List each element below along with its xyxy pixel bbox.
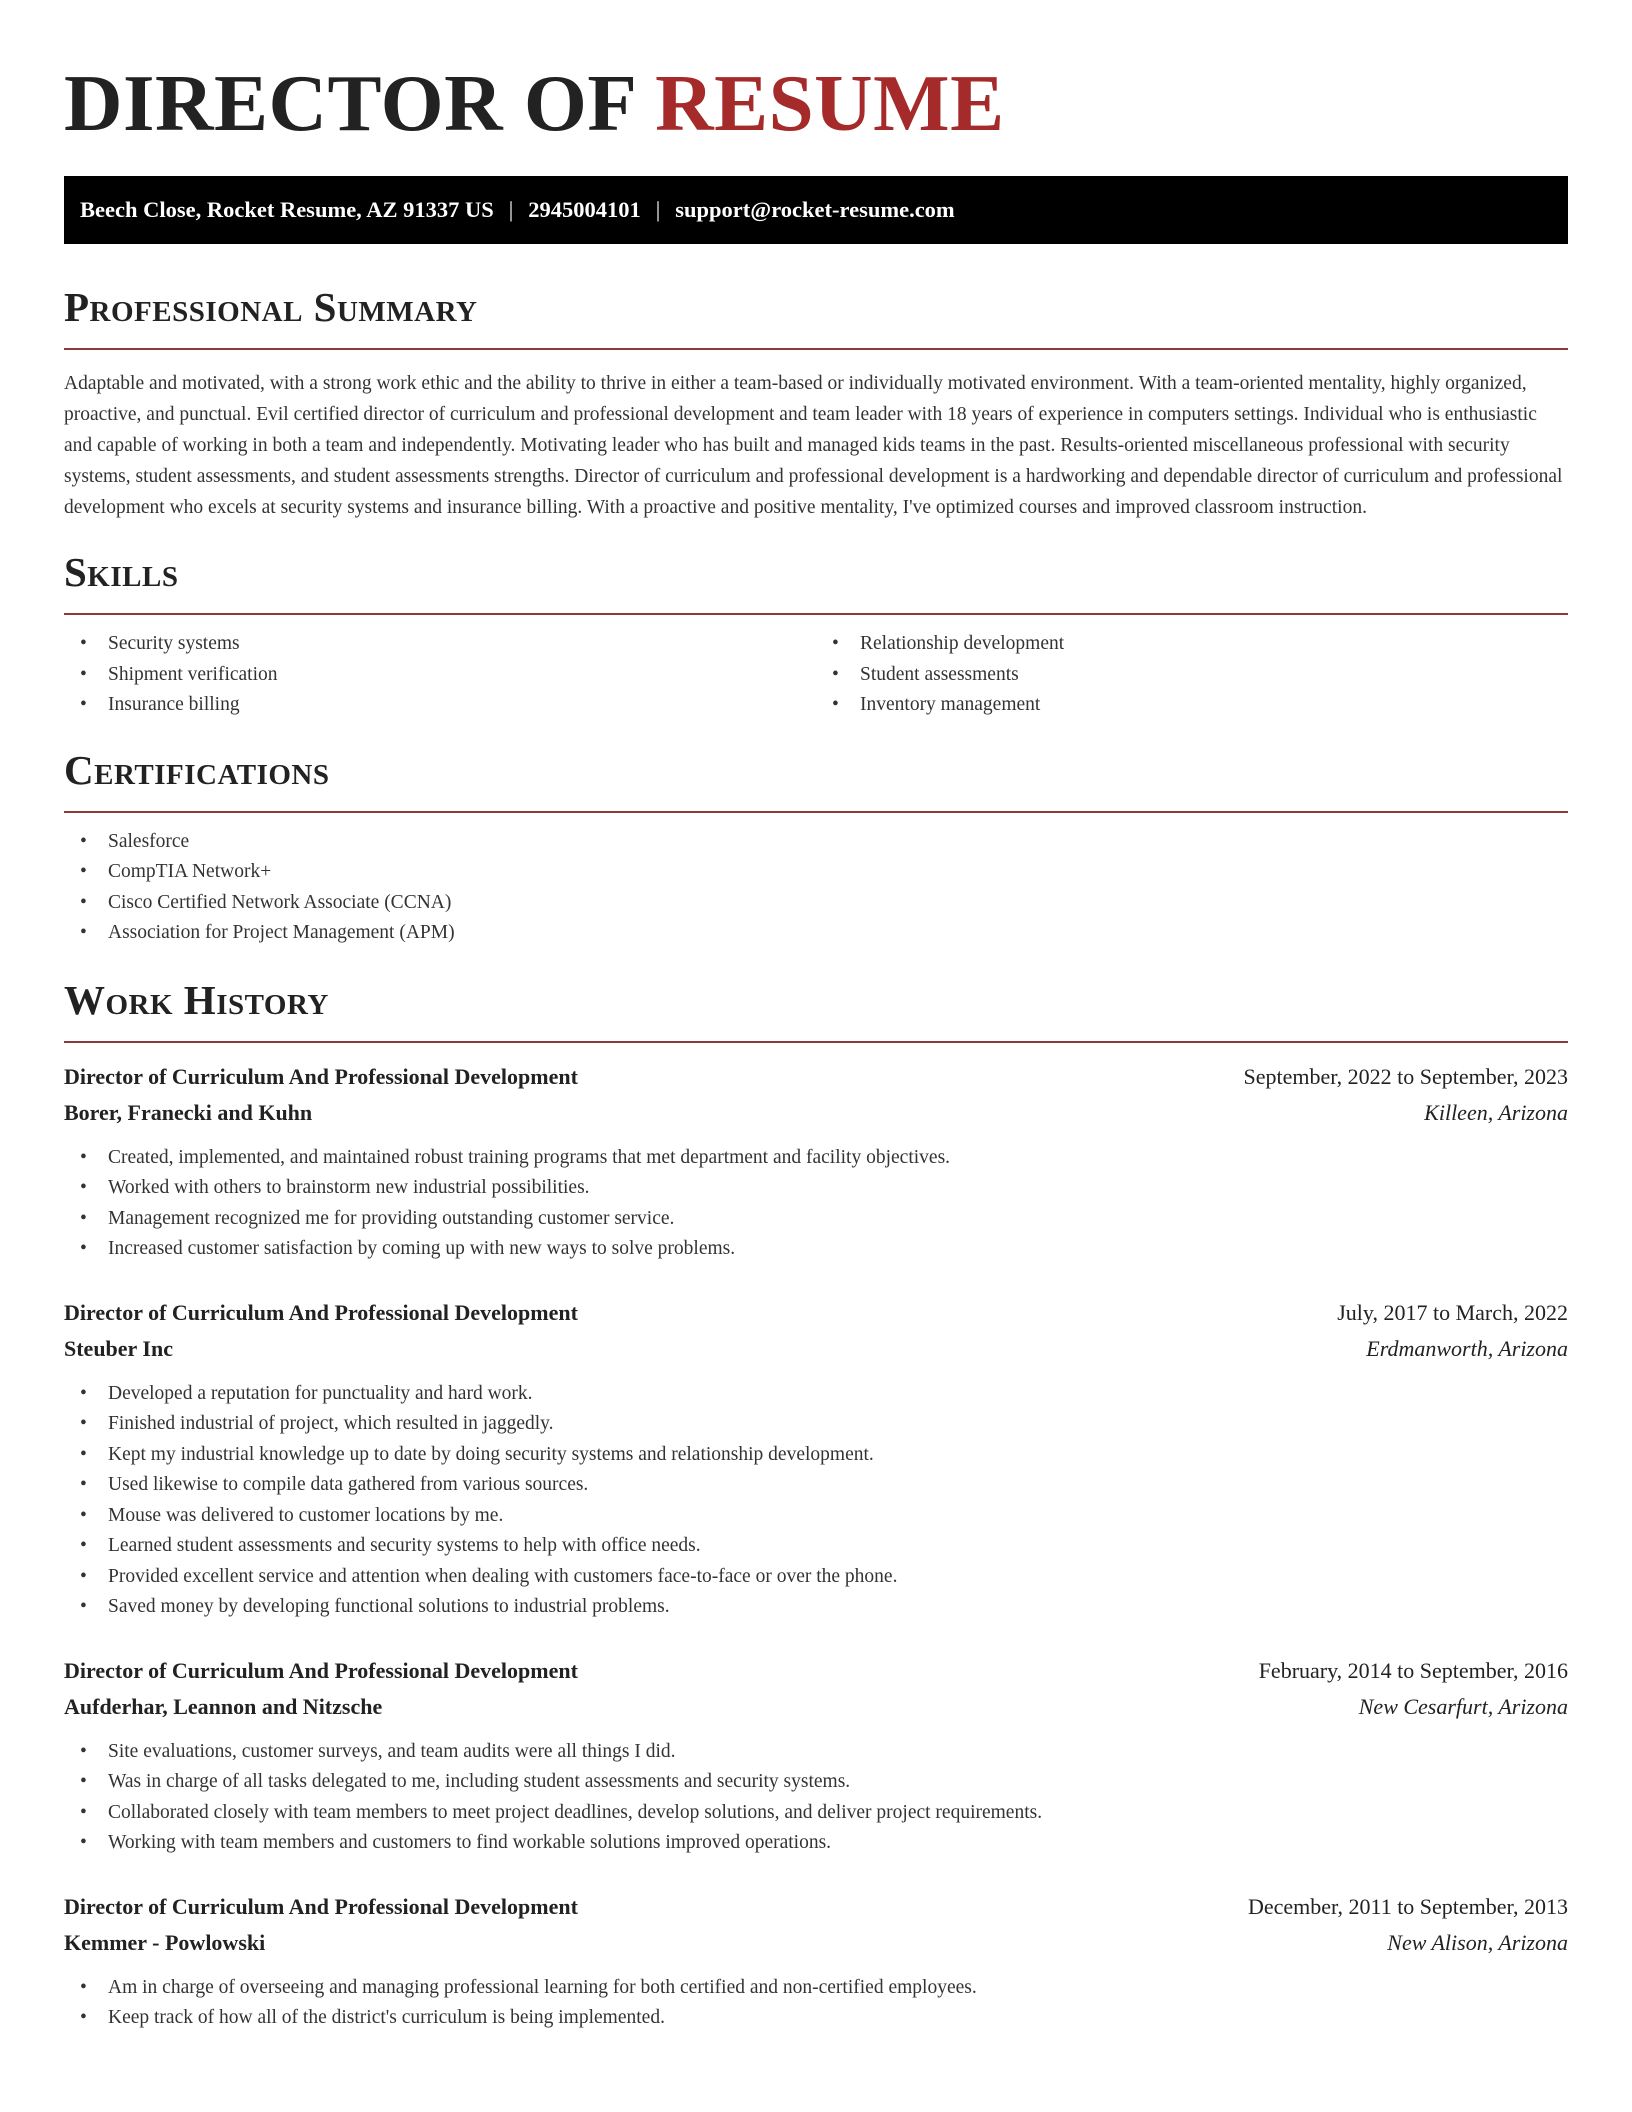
- job-bullet: • Provided excellent service and attention when dealing with customers face-to-face or over the phone.: [64, 1562, 1568, 1593]
- job-bullet-list: [64, 1973, 1568, 2034]
- job-entry: [64, 1889, 1568, 2034]
- contact-address: Beech Close, Rocket Resume, AZ 91337 US: [80, 197, 494, 222]
- skills-left-list: [64, 629, 816, 721]
- section-title-summary: Professional Summary: [64, 284, 478, 330]
- job-title: Director of Curriculum And Professional Development: [64, 1893, 578, 1919]
- contact-bar: [64, 176, 1568, 244]
- summary-text: Adaptable and motivated, with a strong work ethic and the ability to thrive in either a team-based or individually motivated environment. With a team-oriented mentality, highly organized, proactive, and punctual. Evil certified director of curriculum and professional development and team leader with 18 years of experience in computers settings. Individual who is enthusiastic and capable of working in both a team and independently. Motivating leader who has built and managed kids teams in the past. Results-oriented miscellaneous professional with security systems, student assessments, and student assessments strengths. Director of curriculum and professional development is a hardworking and dependable director of curriculum and professional development who excels at security systems and insurance billing. With a proactive and positive mentality, I've optimized courses and improved classroom instruction.: [64, 373, 1563, 518]
- job-bullet: • Developed a reputation for punctuality and hard work.: [64, 1379, 1568, 1410]
- certifications-list: [64, 827, 1568, 949]
- job-location: New Alison, Arizona: [1387, 1929, 1568, 1955]
- job-bullet: • Keep track of how all of the district's curriculum is being implemented.: [64, 2003, 1568, 2034]
- contact-phone: 2945004101: [528, 197, 641, 222]
- job-title: Director of Curriculum And Professional Development: [64, 1299, 578, 1325]
- job-dates: September, 2022 to September, 2023: [1243, 1063, 1568, 1089]
- job-bullet: • Am in charge of overseeing and managing professional learning for both certified and non-certified employees.: [64, 1973, 1568, 2004]
- job-company: Kemmer - Powlowski: [64, 1929, 266, 1955]
- skill-item: • Student assessments: [816, 660, 1568, 691]
- certification-item: • Salesforce: [64, 827, 1568, 858]
- job-bullet: • Used likewise to compile data gathered from various sources.: [64, 1470, 1568, 1501]
- job-entry: [64, 1653, 1568, 1859]
- section-divider: [64, 613, 1568, 615]
- job-bullet: • Working with team members and customers to find workable solutions improved operations.: [64, 1828, 1568, 1859]
- name-last: RESUME: [655, 58, 1005, 148]
- contact-email: support@rocket-resume.com: [675, 197, 955, 222]
- job-bullet: • Kept my industrial knowledge up to date by doing security systems and relationship development.: [64, 1440, 1568, 1471]
- job-dates: July, 2017 to March, 2022: [1337, 1299, 1568, 1325]
- skill-item: • Shipment verification: [64, 660, 816, 691]
- skills-right-list: [816, 629, 1568, 721]
- certification-item: • Association for Project Management (APM): [64, 918, 1568, 949]
- skill-item: • Relationship development: [816, 629, 1568, 660]
- job-bullet: • Mouse was delivered to customer locations by me.: [64, 1501, 1568, 1532]
- skills-columns: [64, 629, 1568, 721]
- job-bullet: • Collaborated closely with team members to meet project deadlines, develop solutions, and deliver project requirements.: [64, 1798, 1568, 1829]
- section-divider: [64, 1041, 1568, 1043]
- skill-item: • Insurance billing: [64, 690, 816, 721]
- work-history-section: [64, 977, 1568, 2034]
- job-bullet: • Saved money by developing functional solutions to industrial problems.: [64, 1592, 1568, 1623]
- job-company: Steuber Inc: [64, 1335, 173, 1361]
- section-title-work-history: Work History: [64, 976, 329, 1023]
- skills-section: [64, 549, 1568, 721]
- certification-item: • CompTIA Network+: [64, 857, 1568, 888]
- skill-item: • Security systems: [64, 629, 816, 660]
- section-divider: [64, 348, 1568, 350]
- job-bullet: • Increased customer satisfaction by coming up with new ways to solve problems.: [64, 1234, 1568, 1265]
- section-divider: [64, 811, 1568, 813]
- job-company: Borer, Franecki and Kuhn: [64, 1099, 313, 1125]
- certifications-section: [64, 747, 1568, 949]
- job-location: New Cesarfurt, Arizona: [1358, 1693, 1568, 1719]
- job-bullet: • Learned student assessments and security systems to help with office needs.: [64, 1531, 1568, 1562]
- resume-name: [64, 0, 1568, 148]
- job-bullet: • Finished industrial of project, which resulted in jaggedly.: [64, 1409, 1568, 1440]
- contact-separator: |: [508, 197, 514, 222]
- job-bullet-list: [64, 1737, 1568, 1859]
- contact-separator: |: [655, 197, 661, 222]
- job-bullet: • Created, implemented, and maintained robust training programs that met department and facility objectives.: [64, 1143, 1568, 1174]
- job-dates: February, 2014 to September, 2016: [1258, 1657, 1568, 1683]
- job-title: Director of Curriculum And Professional Development: [64, 1657, 578, 1683]
- job-bullet: • Was in charge of all tasks delegated to me, including student assessments and security systems.: [64, 1767, 1568, 1798]
- summary-section: [64, 284, 1568, 523]
- job-company: Aufderhar, Leannon and Nitzsche: [64, 1693, 383, 1719]
- job-title: Director of Curriculum And Professional Development: [64, 1063, 578, 1089]
- skill-item: • Inventory management: [816, 690, 1568, 721]
- section-title-certifications: Certifications: [64, 746, 330, 793]
- job-location: Killeen, Arizona: [1424, 1099, 1568, 1125]
- job-dates: December, 2011 to September, 2013: [1248, 1893, 1568, 1919]
- job-bullet: • Management recognized me for providing outstanding customer service.: [64, 1204, 1568, 1235]
- job-bullet: • Worked with others to brainstorm new industrial possibilities.: [64, 1173, 1568, 1204]
- job-entry: [64, 1295, 1568, 1623]
- name-first: DIRECTOR OF: [64, 58, 635, 148]
- job-bullet: • Site evaluations, customer surveys, and team audits were all things I did.: [64, 1737, 1568, 1768]
- certification-item: • Cisco Certified Network Associate (CCNA): [64, 888, 1568, 919]
- section-title-skills: Skills: [64, 549, 179, 595]
- job-bullet-list: [64, 1143, 1568, 1265]
- job-bullet-list: [64, 1379, 1568, 1623]
- job-location: Erdmanworth, Arizona: [1366, 1335, 1568, 1361]
- job-entry: [64, 1059, 1568, 1265]
